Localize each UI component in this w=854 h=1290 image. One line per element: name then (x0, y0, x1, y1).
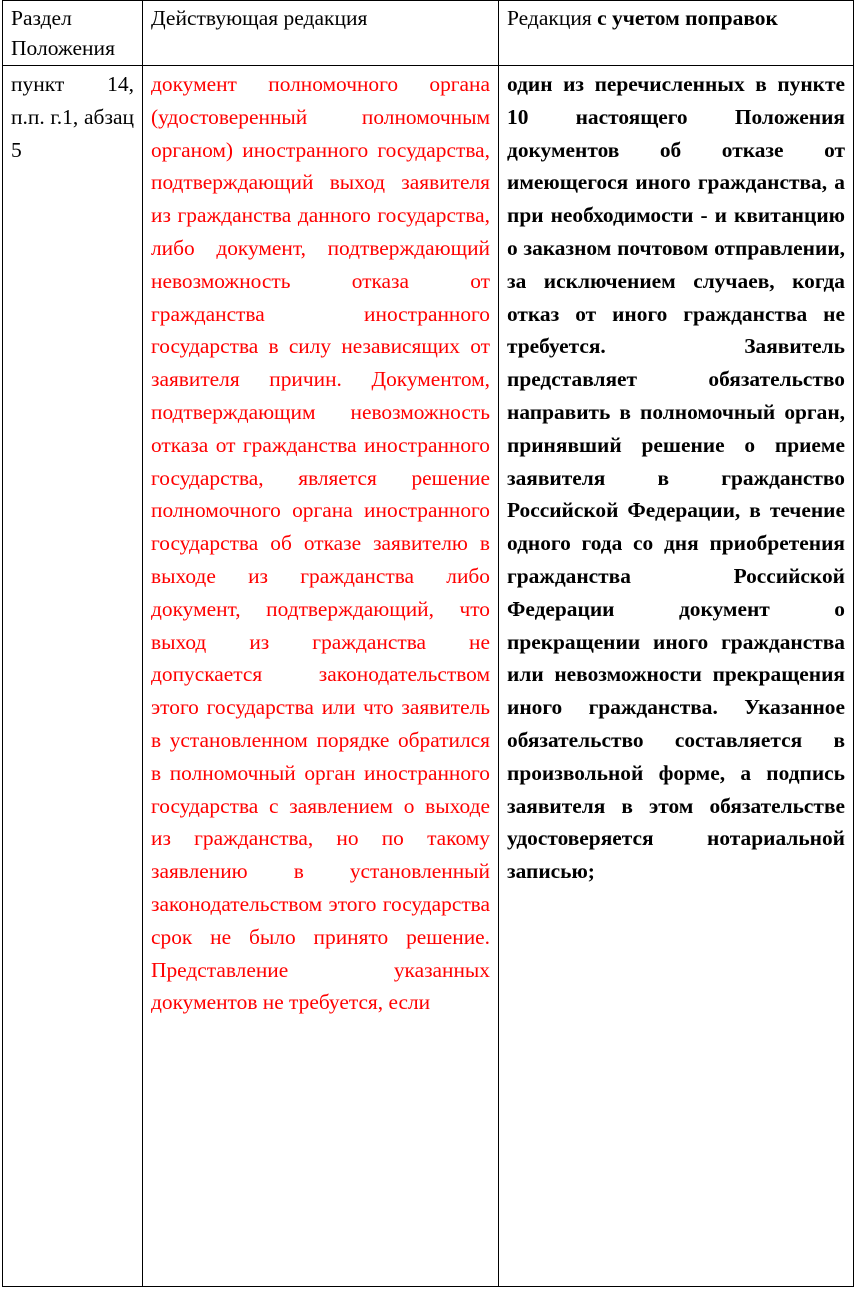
header-section-label: Раздел Положения (11, 6, 115, 60)
amendments-table (2, 0, 854, 1287)
header-amended-bold: с учетом поправок (597, 6, 778, 30)
header-amended (499, 1, 854, 66)
current-text: документ полномочного органа (удостоверенный полномочным органом) иностранного государства, подтверждающий выход заявителя из гражданства данного государства, либо документ, подтверждающий невозможность отказа от гражданства иностранного государства в силу независящих от заявителя причин. Документом, подтверждающим невозможность отказа от гражданства иностранного государства, является решение полномочного органа иностранного государства об отказе заявителю в выходе из гражданства либо документ, подтверждающий, что выход из гражданства не допускается законодательством этого государства или что заявитель в установленном порядке обратился в полномочный орган иностранного государства с заявлением о выходе из гражданства, но по такому заявлению в установленный законодательством этого государства срок не было принято решение. Представление указанных документов не требуется, если (151, 72, 490, 1015)
amended-text: один из перечисленных в пункте 10 настоящего Положения документов об отказе от имеющегося иного гражданства, а при необходимости - и квитанцию о заказном почтовом отправлении, за исключением случаев, когда отказ от иного гражданства не требуется. Заявитель представляет обязательство направить в полномочный орган, принявший решение о приеме заявителя в гражданство Российской Федерации, в течение одного года со дня приобретения гражданства Российской Федерации документ о прекращении иного гражданства или невозможности прекращения иного гражданства. Указанное обязательство составляется в произвольной форме, а подпись заявителя в этом обязательстве удостоверяется нотариальной записью; (507, 72, 845, 884)
table-header-row (3, 1, 854, 66)
section-reference: пункт 14, п.п. г.1, абзац 5 (11, 72, 134, 162)
cell-current-text (143, 66, 499, 1287)
table-row (3, 66, 854, 1287)
header-current-label: Действующая редакция (151, 6, 368, 30)
header-current (143, 1, 499, 66)
header-section (3, 1, 143, 66)
header-amended-prefix: Редакция (507, 6, 598, 30)
cell-section (3, 66, 143, 1287)
cell-amended-text (499, 66, 854, 1287)
